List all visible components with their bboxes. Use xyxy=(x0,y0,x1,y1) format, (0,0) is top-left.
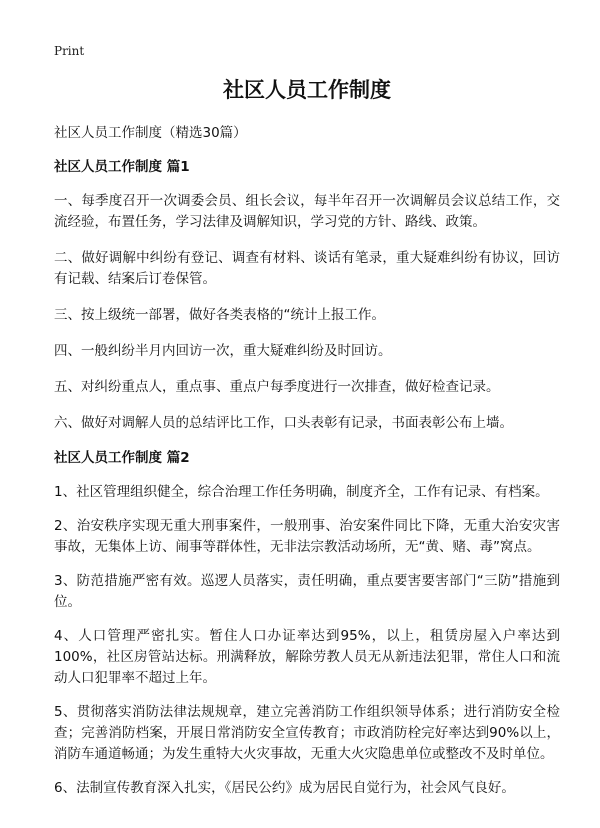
section-1-paragraph: 二、做好调解中纠纷有登记、调查有材料、谈话有笔录，重大疑难纠纷有协议，回访有记载、结案后订卷保管。 xyxy=(54,250,560,287)
section-2-paragraph: 4、人口管理严密扎实。暂住人口办证率达到95%，以上，租赁房屋入户率达到100%，社区房管站达标。刑满释放，解除劳教人员无从新违法犯罪，常住人口和流动人口犯罪率不超过上年。 xyxy=(54,628,560,686)
page-title: 社区人员工作制度 xyxy=(223,78,391,102)
section-1-paragraph: 六、做好对调解人员的总结评比工作，口头表彰有记录，书面表彰公布上墙。 xyxy=(54,415,513,431)
document-subtitle: 社区人员工作制度（精选30篇） xyxy=(54,125,247,141)
section-2-paragraph: 2、治安秩序实现无重大刑事案件，一般刑事、治安案件同比下降，无重大治安灾害事故，无集体上访、闹事等群体性，无非法宗教活动场所，无“黄、赌、毒”窝点。 xyxy=(54,518,560,555)
section-1-paragraph: 一、每季度召开一次调委会员、组长会议，每半年召开一次调解员会议总结工作，交流经验，布置任务，学习法律及调解知识，学习党的方针、路线、政策。 xyxy=(54,193,560,230)
print-link[interactable]: Print xyxy=(54,44,85,58)
section-1-paragraph: 三、按上级统一部署，做好各类表格的“统计上报工作。 xyxy=(54,307,385,323)
section-2-paragraph: 3、防范措施严密有效。巡逻人员落实，责任明确，重点要害要害部门“三防”措施到位。 xyxy=(54,573,560,610)
section-2-paragraph: 1、社区管理组织健全，综合治理工作任务明确，制度齐全，工作有记录、有档案。 xyxy=(54,484,549,500)
section-heading-1: 社区人员工作制度 篇1 xyxy=(54,159,190,175)
section-2-paragraph: 5、贯彻落实消防法律法规规章，建立完善消防工作组织领导体系；进行消防安全检查；完善消防档案，开展日常消防安全宣传教育；市政消防栓完好率达到90%以上，消防车通道畅通；为发生重特大火灾事故，无重大火灾隐患单位或整改不及时单位。 xyxy=(54,704,560,762)
section-heading-2: 社区人员工作制度 篇2 xyxy=(54,450,190,466)
section-2-paragraph: 6、法制宣传教育深入扎实，《居民公约》成为居民自觉行为，社会风气良好。 xyxy=(54,780,515,796)
section-1-paragraph: 四、一般纠纷半月内回访一次，重大疑难纠纷及时回访。 xyxy=(54,343,392,359)
section-1-paragraph: 五、对纠纷重点人，重点事、重点户每季度进行一次排查，做好检查记录。 xyxy=(54,379,500,395)
